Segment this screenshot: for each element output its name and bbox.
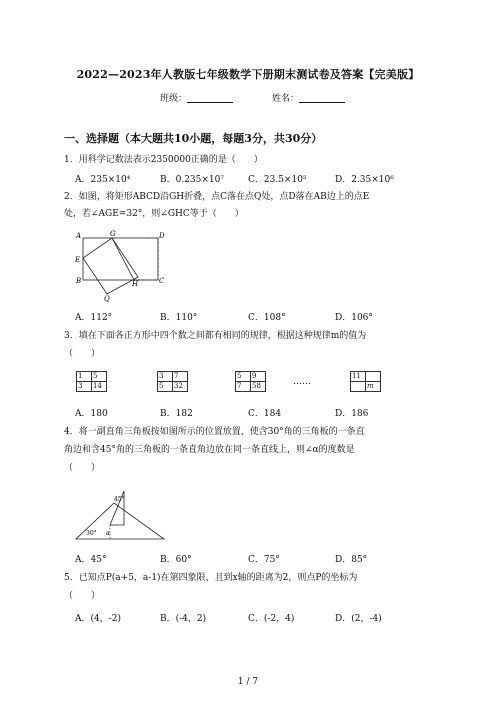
q2-option-b: B．110°: [160, 313, 198, 323]
square-1-cell: 1: [77, 372, 92, 382]
square-3-cell: 7: [236, 382, 251, 392]
folded-quadrilateral: [83, 238, 138, 294]
square-3-cell: 9: [251, 372, 266, 382]
q4-option-b: B．60°: [160, 555, 192, 565]
number-square-1: [76, 371, 107, 392]
name-label: 姓名：: [272, 94, 300, 104]
q2-option-d: D．106°: [335, 313, 373, 323]
number-square-3: [235, 371, 266, 392]
rectangle-abcd: [83, 238, 158, 280]
angle-30-label: 30°: [86, 530, 97, 537]
q1-option-a: A．235×10⁴: [75, 175, 131, 185]
question-2-line-2: 处，若∠AGE=32°，则∠GHC等于（ ）: [64, 209, 244, 219]
continuation-dots: ……: [293, 377, 311, 387]
q4-option-a: A．45°: [75, 555, 107, 565]
question-1-text: 1．用科学记数法表示2350000正确的是（ ）: [64, 155, 263, 165]
class-blank: [187, 92, 233, 103]
q5-option-d: D．(2，-4): [335, 614, 382, 624]
square-4-cell: m: [366, 382, 381, 392]
question-4-line-3: （ ）: [64, 463, 101, 473]
angle-alpha-label: α: [106, 530, 111, 537]
square-2-cell: 5: [158, 382, 173, 392]
square-1-cell: 14: [92, 382, 107, 392]
question-5-line-1: 5．已知点P(a+5，a-1)在第四象限，且到x轴的距离为2，则点P的坐标为: [64, 573, 358, 583]
q3-option-c: C．184: [248, 409, 282, 419]
class-field: [160, 91, 233, 104]
square-3-cell: 58: [251, 382, 266, 392]
square-2-cell: 7: [173, 372, 188, 382]
q3-option-d: D．186: [335, 409, 369, 419]
q5-option-b: B．(-4，2): [160, 614, 207, 624]
name-field: [272, 91, 345, 104]
q5-option-c: C．(-2，4): [248, 614, 295, 624]
label-e: E: [75, 256, 81, 264]
q4-option-c: C．75°: [248, 555, 280, 565]
label-b: B: [76, 277, 82, 285]
square-2-cell: 3: [158, 372, 173, 382]
square-1-cell: 3: [77, 382, 92, 392]
label-d: D: [159, 232, 165, 240]
question-3-line-1: 3．填在下面各正方形中四个数之间都有相同的规律，根据这种规律m的值为: [64, 331, 367, 341]
question-5-line-2: （ ）: [64, 591, 101, 601]
label-c: C: [159, 277, 165, 285]
q3-option-a: A．180: [75, 409, 108, 419]
fold-line-gh: [112, 238, 134, 280]
label-g: G: [110, 230, 116, 238]
label-a: A: [76, 232, 82, 240]
square-1-cell: 5: [92, 372, 107, 382]
square-2-cell: 32: [173, 382, 188, 392]
square-4-cell: [351, 382, 366, 392]
page-number: 1 / 7: [237, 677, 259, 687]
question-4-line-1: 4．将一副直角三角板按如图所示的位置放置，使含30°角的三角板的一条直: [64, 427, 365, 437]
triangle-set-squares-figure: [72, 483, 172, 543]
name-blank: [299, 92, 345, 103]
q3-option-b: B．182: [160, 409, 193, 419]
q1-option-d: D．2.35×10⁶: [335, 175, 394, 185]
question-2-line-1: 2．如图，将矩形ABCD沿GH折叠，点C落在点Q处，点D落在AB边上的点E: [64, 192, 370, 202]
square-4-cell: 11: [351, 372, 366, 382]
angle-45-label: 45°: [114, 496, 125, 503]
square-4-cell: [366, 372, 381, 382]
q5-option-a: A．(4，-2): [75, 614, 122, 624]
document-title: 2022—2023年人教版七年级数学下册期末测试卷及答案【完美版】: [76, 68, 420, 81]
q2-option-c: C．108°: [248, 313, 286, 323]
q2-option-a: A．112°: [75, 313, 113, 323]
q4-option-d: D．85°: [335, 555, 368, 565]
number-square-2: [157, 371, 188, 392]
number-square-4: [350, 371, 381, 392]
label-h: H: [132, 280, 139, 288]
fold-rectangle-figure: [72, 230, 182, 302]
class-label: 班级：: [160, 94, 188, 104]
q1-option-b: B．0.235×10⁷: [160, 175, 224, 185]
q1-option-c: C．23.5×10⁵: [248, 175, 307, 185]
section-heading: 一、选择题（本大题共10小题，每题3分，共30分）: [64, 132, 323, 145]
question-3-line-2: （ ）: [64, 349, 101, 359]
question-4-line-2: 角边和含45°角的三角板的一条直角边放在同一条直线上，则∠α的度数是: [64, 445, 355, 455]
label-q: Q: [104, 295, 110, 302]
square-3-cell: 5: [236, 372, 251, 382]
